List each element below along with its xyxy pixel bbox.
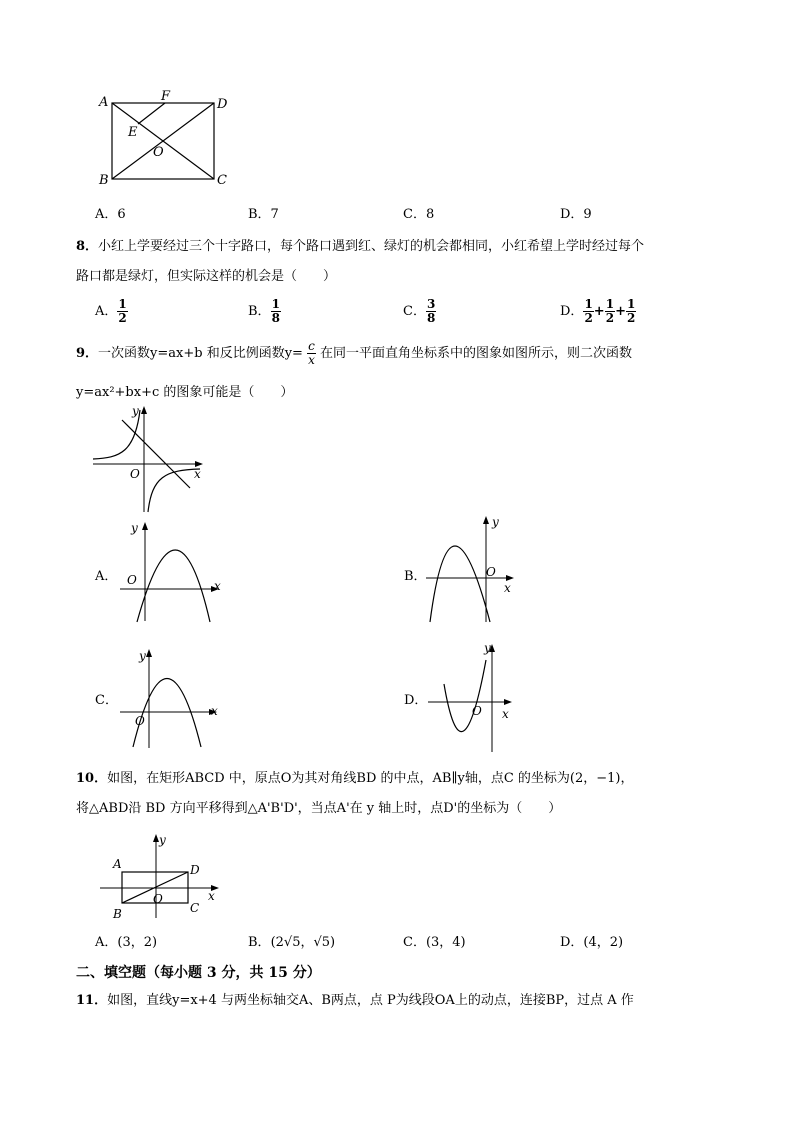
q9-option-d-label: D． bbox=[404, 693, 428, 708]
svg-text:O: O bbox=[130, 467, 140, 481]
svg-text:y: y bbox=[492, 515, 499, 529]
label-D: D bbox=[217, 97, 228, 112]
svg-text:y: y bbox=[484, 641, 491, 655]
svg-text:O: O bbox=[153, 892, 163, 906]
svg-text:y: y bbox=[132, 404, 139, 418]
svg-text:y: y bbox=[159, 833, 166, 847]
q8-line1: 8．小红上学要经过三个十字路口，每个路口遇到红、绿灯的机会都相同，小红希望上学时经过每个 bbox=[76, 239, 645, 254]
svg-text:D: D bbox=[190, 863, 200, 877]
label-E: E bbox=[128, 125, 138, 140]
q11-number: 11． bbox=[76, 993, 108, 1008]
q9-line1: 9．一次函数y=ax+b 和反比例函数y= $\frac{c}{x}$ 在同一平面直角坐标系中的图象如图所示，则二次函数 bbox=[76, 339, 633, 367]
svg-text:x: x bbox=[208, 889, 215, 903]
q10-option-c: C．(3，4) bbox=[403, 935, 466, 950]
q8-line2: 路口都是绿灯，但实际这样的机会是（ ） bbox=[76, 269, 337, 284]
svg-text:x: x bbox=[194, 467, 201, 481]
q9-number: 9． bbox=[76, 346, 99, 361]
q8-number: 8． bbox=[76, 239, 99, 254]
rectangle-figure bbox=[95, 88, 235, 193]
q9-given-graph bbox=[90, 402, 210, 514]
q10-option-d: D．(4，2) bbox=[560, 935, 624, 950]
q7-option-b: B．7 bbox=[248, 207, 279, 222]
q10-line2: 将△ABD沿 BD 方向平移得到△A'B'D'，当点A'在 y 轴上时，点D'的坐标为（ ） bbox=[76, 801, 562, 816]
label-O: O bbox=[153, 145, 164, 160]
q11-line1: 11．如图，直线y=x+4 与两坐标轴交A、B两点，点 P为线段OA上的动点，连接BP，过点 A 作 bbox=[76, 993, 634, 1008]
q10-line1: 10．如图，在矩形ABCD 中，原点O为其对角线BD 的中点，AB∥y轴，点C 的坐标为(2，−1)， bbox=[76, 771, 634, 786]
q9-option-c-label: C． bbox=[95, 693, 118, 708]
svg-text:O: O bbox=[135, 714, 145, 728]
q10-option-a: A．(3，2) bbox=[95, 935, 158, 950]
svg-text:x: x bbox=[504, 581, 511, 595]
q9-line2: y=ax²+bx+c 的图象可能是（ ） bbox=[76, 385, 294, 400]
q9-option-a-label: A． bbox=[95, 569, 118, 584]
svg-text:O: O bbox=[472, 704, 482, 718]
q9-option-c-graph bbox=[115, 645, 230, 750]
label-C: C bbox=[217, 173, 227, 188]
q9-option-b-graph bbox=[424, 512, 524, 624]
section-heading: 二、填空题（每小题 3 分，共 15 分） bbox=[76, 965, 321, 981]
svg-text:x: x bbox=[211, 704, 218, 718]
q7-option-a: A．6 bbox=[95, 207, 126, 222]
svg-text:x: x bbox=[502, 707, 509, 721]
q8-option-d: D． $\frac{1}{2}$ + $\frac{1}{2}$ + $\frac{1}{2}$ bbox=[560, 297, 636, 325]
label-F: F bbox=[161, 89, 171, 104]
svg-text:A: A bbox=[113, 857, 122, 871]
svg-text:x: x bbox=[214, 579, 221, 593]
q7-option-c: C．8 bbox=[403, 207, 435, 222]
q7-option-d: D．9 bbox=[560, 207, 592, 222]
label-B: B bbox=[99, 173, 109, 188]
q10-rectangle-figure bbox=[95, 830, 225, 920]
q8-option-c: C． $\frac{3}{8}$ bbox=[403, 297, 436, 325]
svg-text:y: y bbox=[131, 521, 138, 535]
svg-text:y: y bbox=[139, 649, 146, 663]
q10-option-b: B．(2√5，√5) bbox=[248, 935, 336, 950]
q9-option-d-graph bbox=[424, 640, 524, 755]
q8-option-a: A． $\frac{1}{2}$ bbox=[95, 297, 127, 325]
svg-text:B: B bbox=[113, 907, 122, 920]
label-A: A bbox=[99, 95, 109, 110]
q9-option-a-graph bbox=[115, 518, 230, 623]
svg-text:O: O bbox=[127, 573, 137, 587]
q9-option-b-label: B． bbox=[404, 569, 427, 584]
svg-text:C: C bbox=[190, 901, 200, 915]
q8-option-b: B． $\frac{1}{8}$ bbox=[248, 297, 280, 325]
q10-number: 10． bbox=[76, 771, 108, 786]
svg-text:O: O bbox=[486, 565, 496, 579]
